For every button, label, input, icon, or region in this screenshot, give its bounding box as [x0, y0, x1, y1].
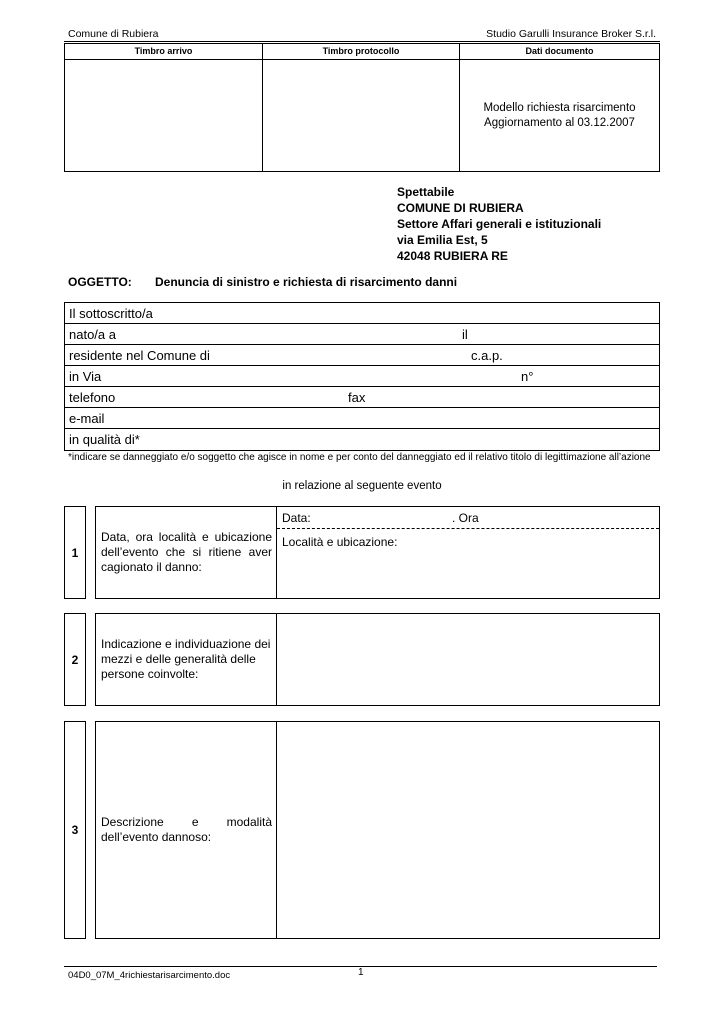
field-telefono[interactable]: [65, 387, 659, 408]
field-sottoscritto[interactable]: [65, 303, 659, 324]
stamp-col-dati-header: Dati documento: [460, 44, 659, 60]
label-cap: c.a.p.: [471, 348, 503, 363]
footer-page-number: 1: [358, 967, 364, 978]
header-divider: [64, 41, 660, 42]
label-telefono: telefono: [69, 390, 116, 405]
label-nato: nato/a a: [69, 327, 116, 342]
section-1-data-input[interactable]: [277, 507, 659, 528]
field-via[interactable]: [65, 366, 659, 387]
section-1-box: [95, 506, 660, 599]
field-qualita[interactable]: [65, 429, 659, 450]
label-via: in Via: [69, 369, 102, 384]
address-line-2: COMUNE DI RUBIERA: [397, 201, 524, 215]
stamp-col-protocollo-header: Timbro protocollo: [263, 44, 459, 60]
label-email: e-mail: [69, 411, 105, 426]
section-3-label-text: Descrizione e modalità dell’evento dannoso:: [101, 815, 272, 844]
section-1-label: [96, 507, 277, 598]
stamp-table: [64, 43, 660, 172]
subject-text: Denuncia di sinistro e richiesta di risarcimento danni: [155, 275, 458, 289]
header-right: Studio Garulli Insurance Broker S.r.l.: [486, 28, 656, 40]
subject-label: OGGETTO:: [68, 275, 132, 289]
personal-info-table: [64, 302, 660, 451]
field-residente[interactable]: [65, 345, 659, 366]
label-numero: n°: [521, 369, 534, 384]
section-1-ora-label: . Ora: [452, 511, 479, 525]
section-3-box: [95, 721, 660, 939]
section-1-number: 1: [64, 506, 86, 599]
field-nato[interactable]: [65, 324, 659, 345]
stamp-col-dati: [460, 44, 659, 171]
stamp-col-arrivo: [65, 44, 263, 171]
label-qualita: in qualità di*: [69, 432, 140, 447]
relation-heading: in relazione al seguente evento: [282, 480, 442, 492]
section-1-data-label: Data:: [282, 511, 311, 525]
section-3-number: 3: [64, 721, 86, 939]
header-left: Comune di Rubiera: [68, 28, 159, 40]
label-fax: fax: [348, 390, 366, 405]
address-line-3: Settore Affari generali e istituzionali: [397, 217, 602, 231]
section-1-localita-label: Località e ubicazione:: [282, 535, 398, 549]
section-2-input[interactable]: [277, 614, 659, 705]
section-2-label: [96, 614, 277, 705]
footer-filename: 04D0_07M_4richiestarisarcimento.doc: [68, 970, 231, 981]
field-email[interactable]: [65, 408, 659, 429]
label-residente: residente nel Comune di: [69, 348, 210, 363]
label-sottoscritto: Il sottoscritto/a: [69, 306, 153, 321]
address-line-5: 42048 RUBIERA RE: [397, 249, 508, 263]
section-3-input[interactable]: [277, 722, 659, 938]
section-2-number: 2: [64, 613, 86, 706]
document-update: Aggiornamento al 03.12.2007: [484, 117, 635, 129]
recipient-address: [397, 184, 601, 264]
stamp-col-arrivo-header: Timbro arrivo: [65, 44, 262, 60]
address-line-1: Spettabile: [397, 185, 455, 199]
footnote-qualita: *indicare se danneggiato e/o soggetto che agisce in nome e per conto del danneggiato ed il relativo titolo di legittimazione all’azione: [68, 452, 651, 463]
section-1-label-text: Data, ora località e ubicazione dell’evento che si ritiene aver cagionato il danno:: [101, 530, 272, 574]
section-2-label-text: Indicazione e individuazione dei mezzi e delle generalità delle persone coinvolte:: [101, 637, 271, 681]
document-info: [460, 101, 659, 131]
section-3-label: [96, 722, 277, 938]
document-model: Modello richiesta risarcimento: [483, 102, 636, 114]
section-1-localita-input[interactable]: [277, 529, 659, 598]
section-2-box: [95, 613, 660, 706]
stamp-col-protocollo: [263, 44, 460, 171]
address-line-4: via Emilia Est, 5: [397, 233, 488, 247]
label-il: il: [462, 327, 468, 342]
